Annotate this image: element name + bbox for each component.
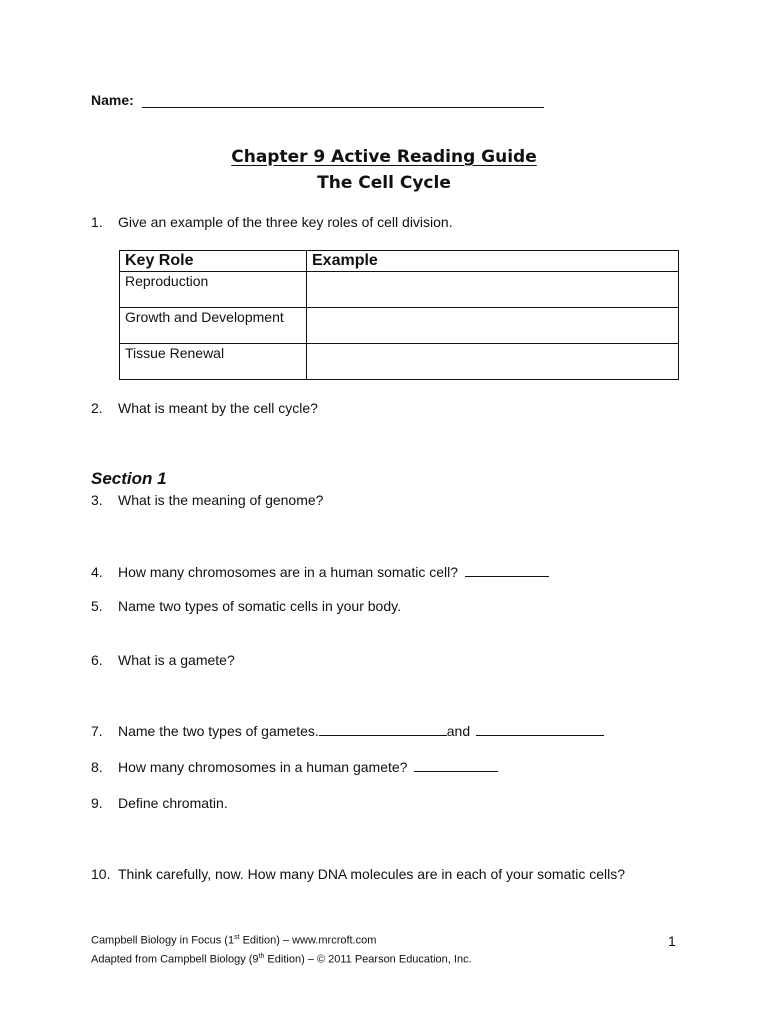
question-number: 9. [91, 795, 103, 811]
footer [91, 930, 472, 967]
answer-blank[interactable] [465, 564, 549, 577]
question-8 [91, 759, 498, 775]
footer-line-1: Campbell Biology in Focus (1st Edition) – www.mrcroft.com [91, 934, 377, 947]
joiner-text: and [446, 723, 471, 739]
question-text: Think carefully, now. How many DNA molecules are in each of your somatic cells? [118, 866, 626, 882]
question-number: 10. [91, 866, 111, 882]
question-number: 7. [91, 723, 103, 739]
page-title: Chapter 9 Active Reading Guide [231, 147, 537, 167]
answer-blank[interactable] [319, 723, 447, 736]
table-header-row [120, 251, 679, 272]
question-number: 2. [91, 400, 103, 416]
column-header-example: Example [307, 251, 679, 272]
footer-line-2: Adapted from Campbell Biology (9th Edition) – © 2011 Pearson Education, Inc. [91, 952, 472, 966]
question-1 [91, 214, 453, 230]
example-cell[interactable] [307, 272, 679, 308]
role-cell: Tissue Renewal [120, 344, 307, 380]
question-number: 4. [91, 564, 103, 580]
question-text: Name the two types of gametes. [118, 723, 319, 739]
question-text: How many chromosomes in a human gamete? [118, 759, 408, 775]
question-2 [91, 400, 318, 416]
question-7 [91, 723, 604, 739]
question-text: Define chromatin. [118, 795, 228, 811]
question-number: 6. [91, 652, 103, 668]
question-4 [91, 564, 549, 580]
column-header-key-role: Key Role [120, 251, 307, 272]
name-field[interactable] [142, 107, 544, 108]
question-text: What is a gamete? [118, 652, 235, 668]
question-number: 1. [91, 214, 103, 230]
page-subtitle: The Cell Cycle [317, 173, 451, 193]
question-text: How many chromosomes are in a human somatic cell? [118, 564, 459, 580]
section-heading: Section 1 [91, 469, 167, 488]
question-text: What is the meaning of genome? [118, 492, 324, 508]
question-number: 3. [91, 492, 103, 508]
question-text: What is meant by the cell cycle? [118, 400, 318, 416]
question-text: Name two types of somatic cells in your body. [118, 598, 401, 614]
question-6 [91, 652, 235, 668]
question-number: 5. [91, 598, 103, 614]
table-row [120, 272, 679, 308]
answer-blank[interactable] [476, 723, 604, 736]
table-row [120, 308, 679, 344]
example-cell[interactable] [307, 308, 679, 344]
table-row [120, 344, 679, 380]
question-number: 8. [91, 759, 103, 775]
question-5 [91, 598, 401, 614]
question-text: Give an example of the three key roles of cell division. [118, 214, 453, 230]
key-roles-table [119, 250, 679, 380]
name-label: Name: [91, 92, 134, 108]
question-3 [91, 492, 323, 508]
example-cell[interactable] [307, 344, 679, 380]
page-number: 1 [668, 933, 676, 949]
role-cell: Reproduction [120, 272, 307, 308]
question-9 [91, 795, 228, 811]
question-10 [91, 866, 625, 882]
role-cell: Growth and Development [120, 308, 307, 344]
answer-blank[interactable] [414, 759, 498, 772]
